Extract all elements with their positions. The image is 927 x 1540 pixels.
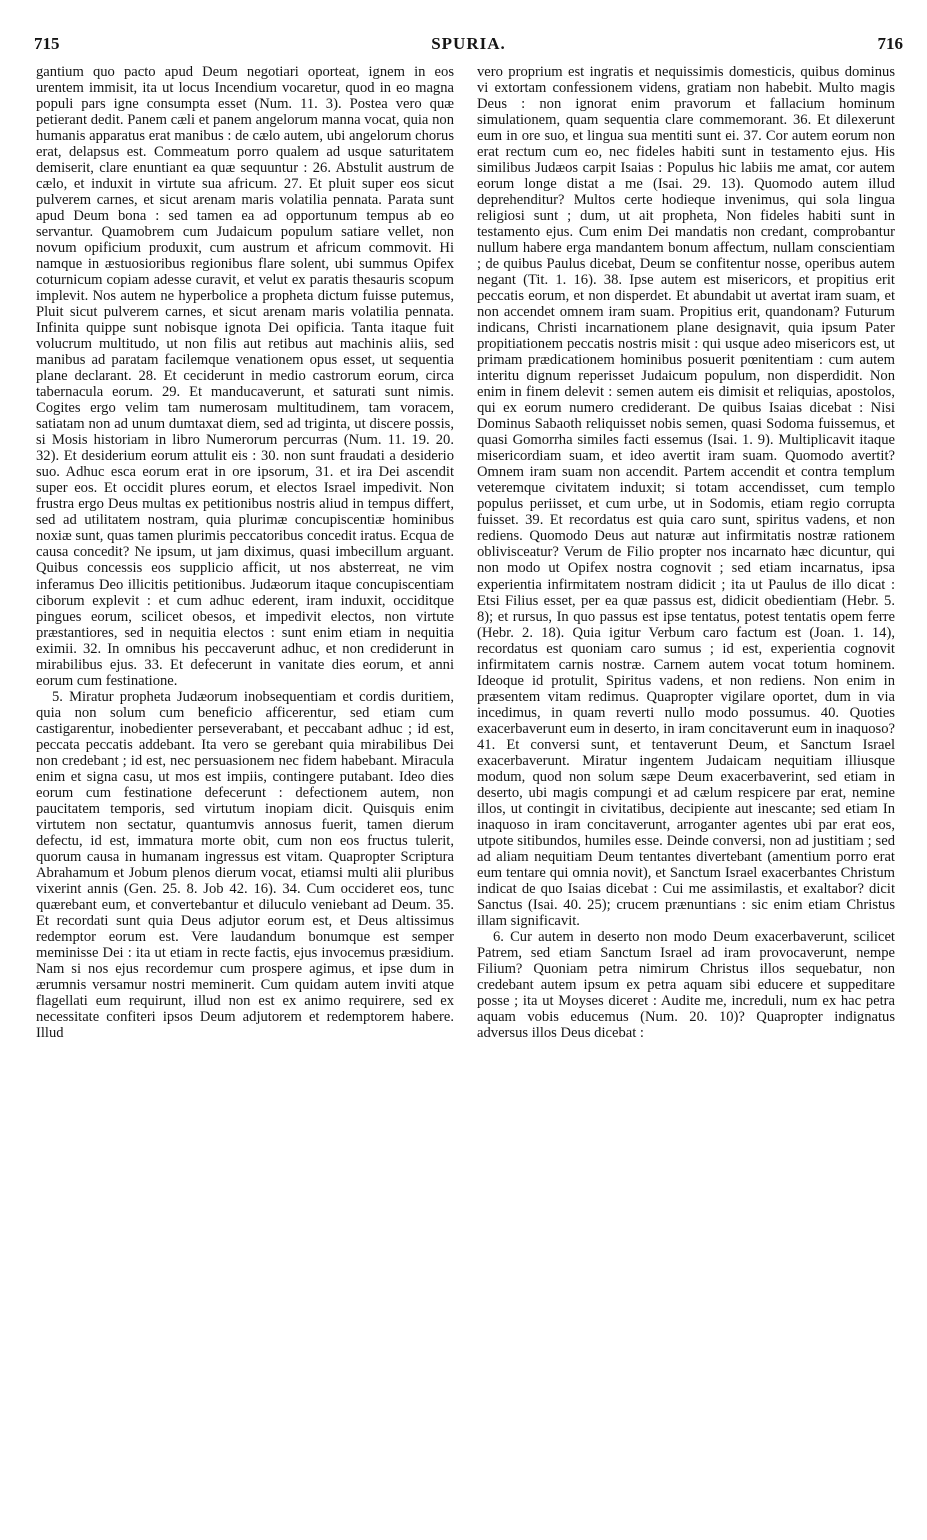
page-header [34, 34, 903, 58]
page-number-right: 716 [877, 34, 903, 53]
paragraph: vero proprium est ingratis et nequissimis domesticis, quibus dominus vi extortam confessionem videns, gratiam non habebit. Multo magis Deus : non ignorat enim pravorum et fallacium hominum simulationem, quam sequentia clare commemorant. 36. Et dilexerunt eum in ore suo, et lingua sua mentiti sunt ei. 37. Cor autem eorum non erat rectum cum eo, nec fideles habiti sunt in testamento ejus. His similibus Judæos carpit Isaias : Populus hic labiis me amat, cor autem eorum longe distat a me (Isai. 29. 13). Quomodo autem illud deprehenditur? Multos certe hodieque invenimus, qui sola lingua religiosi sunt ; dum, ut ait propheta, Non fideles habiti sunt in testamento ejus. Cum enim Dei mandatis non credant, comprobantur nullum habere erga mandantem bonum affectum, nullam conscientiam ; de quibus Paulus dicebat, Deum se confitentur nosse, operibus autem negant (Tit. 1. 16). 38. Ipse autem est misericors, et propitius erit peccatis eorum, et non disperdet. Et abundabit ut avertat iram suam, et non accendet omnem iram suam. Propitius erit, quandonam? Futurum indicans, Christi incarnationem plane designavit, quia ipsum Pater propitiationem peccatis nostris misit : qui usque adeo misericors est, ut primam prædicationem hominibus posuerit pœnitentiam : cum autem interitu dignum reperisset Judaicum populum, non disperdidit. Non enim in finem delevit : semen autem eis dimisit et reliquias, apostolos, qui ex eorum numero crediderant. De quibus Isaias dicebat : Nisi Dominus Sabaoth reliquisset nobis semen, quasi Sodoma fuissemus, et quasi Gomorrha similes facti essemus (Isai. 1. 9). Multiplicavit itaque misericordiam suam, et ideo avertit iram suam. Quomodo avertit? Omnem iram suam non accendit. Partem accendit et contra templum veteremque civitatem induxit; si totam accendisset, cum templo populus periisset, et cum urbe, ut in Sodomis, etiam regio corrupta fuisset. 39. Et recordatus est quia caro sunt, spiritus vadens, et non rediens. Quomodo Deus aut naturæ aut infirmitatis nostræ rationem oblivisceatur? Verum de Filio propter nos incarnato hæc dicuntur, qui non modo ut Opifex nostra cognovit ; sed etiam incarnatus, ipsa experientia infirmitatem nostram didicit ; ita ut Paulus de illo dicat : Etsi Filius esset, per ea quæ passus est, didicit obedientiam (Hebr. 5. 8); et rursus, In quo passus est ipse tentatus, potest tentatis opem ferre (Hebr. 2. 18). Quia igitur Verbum caro factum est (Joan. 1. 14), recordatus est quoniam caro sumus ; id est, experientia cognovit infirmitatem carnis nostræ. Carnem autem vocat totum hominem. Ideoque id protulit, Spiritus vadens, et non rediens. Non enim in præsentem vitam redimus. Quapropter vigilare oportet, dum in via incedimus, in quam reverti nullo modo possumus. 40. Quoties exacerbaverunt eum in deserto, in iram concitaverunt eum in inaquoso? 41. Et conversi sunt, et tentaverunt Deum, et Sanctum Israel exacerbaverunt. Miratur ingentem Judaicam nequitiam illiusque modum, quod non solum sæpe Deum exacerbaverint, sed etiam in deserto, ubi magis compungi et ad cælum respicere par erat, nemine illos, ut contingit in civitatibus, decipiente aut inescante; sed etiam In inaquoso in iram concitaverunt, arroganter agentes ubi par erat eos, utpote sitibundos, humiles esse. Deinde conversi, non ad justitiam ; sed ad aliam nequitiam Deum tentantes divertebant (amentium porro erat eum tentare qui omnia novit), et Sanctum Israel exacerbantes Christum indicat de quo Isaias dicebat : Cui me assimilastis, et exaltabor? dicit Sanctus (Isai. 40. 25); crucem prænuntians : sic enim etiam Christus illam significavit. [477, 64, 895, 929]
paragraph: gantium quo pacto apud Deum negotiari oporteat, ignem in eos urentem immisit, ita ut locus Incendium vocaretur, quod in eo magna populi pars igne consumpta esset (Num. 11. 3). Postea vero quæ petierant dedit. Panem cæli et panem angelorum manna vocat, quia non humanis apparatus erat manibus : de cælo autem, ubi angelorum chorus erat, delapsus est. Commeatum porro qualem ad usque saturitatem demiserit, clare enuntiant ea quæ sequuntur : 26. Abstulit austrum de cælo, et induxit in virtute sua africum. 27. Et pluit super eos sicut pulverem carnes, et sicut arenam maris volatilia pennata. Parata sunt apud Deum bona : sed tamen ea ad opportunum tempus ab eo servantur. Quamobrem cum Judaicum populum satiare vellet, non novum opificium produxit, cum austrum et africum commovit. Hi namque in æstuosioribus regionibus flare solent, ubi summus Opifex coturnicum copiam adesse curavit, et velut ex paratis thesauris scopum implevit. Nos autem ne hyperbolice a propheta dictum fuisse putemus, Pluit sicut pulverem carnes, et sicut arenam maris volatilia pennata. Infinita quippe sunt nobisque ignota Dei opificia. Tanta itaque fuit volucrum multitudo, ut non filis aut retibus aut machinis aliis, sed manibus ad paratam facilemque venationem opus esset, ut sequentia plane declarant. 28. Et ceciderunt in medio castrorum eorum, circa tabernacula eorum. 29. Et manducaverunt, et saturati sunt nimis. Cogites ergo velim tam numerosam multitudinem, tam voracem, satiatam non ad unum dumtaxat diem, sed ad triginta, ut discere possis, si Mosis historiam in libro Numerorum percurras (Num. 11. 19. 20. 32). Et desiderium eorum attulit eis : 30. non sunt fraudati a desiderio suo. Adhuc esca eorum erat in ore ipsorum, 31. et ira Dei ascendit super eos. Et occidit plures eorum, et electos Israel impedivit. Non frustra ergo Deus multas ex petitionibus nostris aliud in tempus differt, sed ad utilitatem nostram, quia plurimæ concupiscentiæ hominibus noxiæ sunt, quas tamen plurimis peccatoribus concedit iratus. Ecqua de causa concedit? Ne ipsum, ut jam diximus, quasi imbecillum arguant. Quibus concessis eos supplicio afficit, ut nos absterreat, ne vim inferamus Deo illicitis petitionibus. Judæorum itaque concupiscentiam ciborum explevit : et cum adhuc ederent, iram induxit, occiditque pingues eorum, scilicet obesos, et impedivit electos, non virtute præstantiores, sed in nequitia electos : sunt enim etiam in nequitia eximii. 32. In omnibus his peccaverunt adhuc, et non crediderunt in mirabilibus ejus. 33. Et defecerunt in vanitate dies eorum, et anni eorum cum festinatione. [36, 64, 454, 689]
running-title: SPURIA. [431, 34, 506, 53]
right-column [477, 64, 895, 1528]
page-number-left: 715 [34, 34, 60, 53]
paragraph: 6. Cur autem in deserto non modo Deum exacerbaverunt, scilicet Patrem, sed etiam Sanctum Israel ad iram provocaverunt, nempe Filium? Quoniam petra nimirum Christus illos sequebatur, non credebant autem ipsum ex petra aquam sibi educere et suppeditare posse ; ita ut Moyses diceret : Audite me, increduli, num ex hac petra aquam vobis educemus (Num. 20. 10)? Quapropter indignatus adversus illos Deus dicebat : [477, 928, 895, 1041]
left-column [36, 64, 454, 1528]
paragraph: 5. Miratur propheta Judæorum inobsequentiam et cordis duritiem, quia non solum cum beneficio afficerentur, sed etiam cum castigarentur, inobedienter perseverabant, et peccabant adhuc ; id est, peccata peccatis addebant. Ita vero se gerebant quia mirabilibus Dei non credebant ; id est, nec persuasionem nec fidem habebant. Miracula enim et signa casu, ut mos est impiis, contingere putabant. Ideo dies eorum cum festinatione defecerunt : defectionem autem, non paucitatem temporis, sed virtutum inopiam dicit. Quisquis enim virtutem non sectatur, quantumvis annosus fuerit, tamen dierum defectu, id est, immatura morte obit, cum non eos fructus tulerit, quorum causa in humanam ingressus est vitam. Quapropter Scriptura Abrahamum et Jobum plenos dierum vocat, etiamsi multi alii pluribus vixerint annis (Gen. 25. 8. Job 42. 16). 34. Cum occideret eos, tunc quærebant eum, et convertebantur et diluculo veniebant ad Deum. 35. Et recordati sunt quia Deus adjutor eorum est, et Deus altissimus redemptor eorum est. Vere laudandum bonumque est semper meminisse Dei : ita ut etiam in recte factis, ejus invocemus præsidium. Nam si nos ejus recordemur cum prospere agimus, et ipse dum in ærumnis versamur nostri meminerit. Cum quidam autem inviti atque flagellati eum requirunt, illud non est ex animo requirere, sed ex necessitate confiteri ipsos Deum adjutorem et redemptorem habere. Illud [36, 688, 454, 1041]
